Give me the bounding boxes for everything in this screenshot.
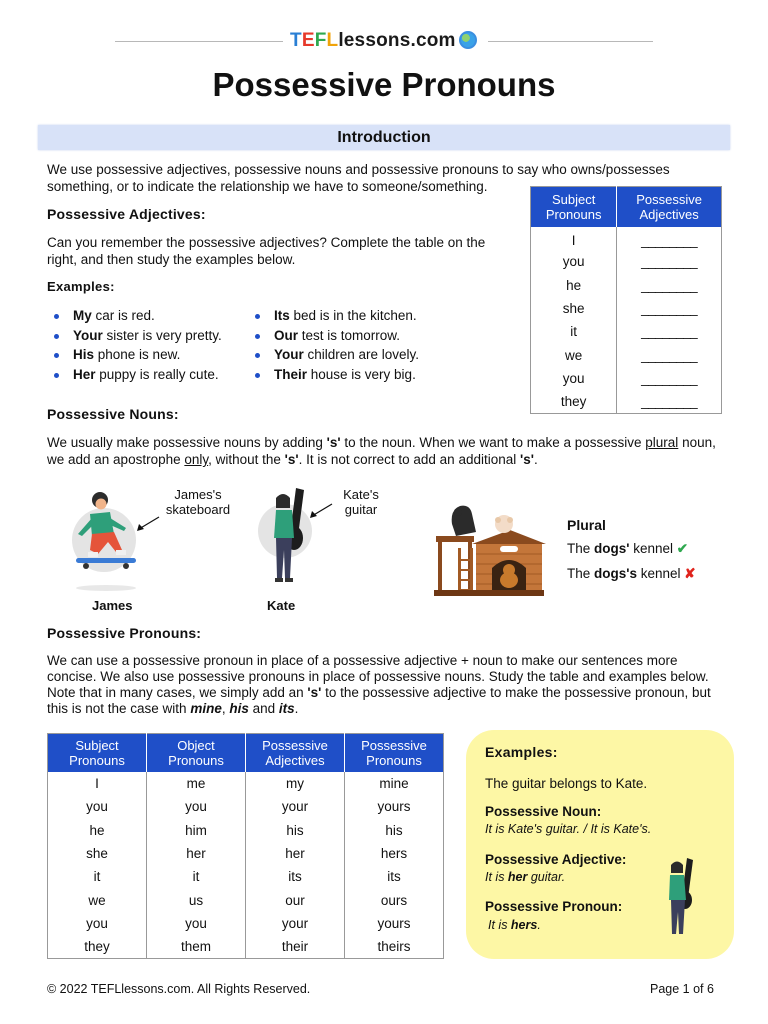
subject-pronoun-cell: I: [531, 227, 617, 250]
examples-box: [466, 730, 734, 959]
james-caption: James's skateboard: [165, 487, 231, 517]
table-cell: you: [147, 795, 246, 818]
table-row: [531, 274, 722, 297]
table-cell: your: [246, 795, 345, 818]
possessive-adjective-example: It is her guitar.: [485, 870, 566, 884]
table-cell: you: [48, 795, 147, 818]
table-row: [48, 888, 444, 911]
adjectives-heading: Possessive Adjectives:: [47, 206, 206, 222]
james-skateboard-illustration: [62, 488, 152, 593]
table-header: Object Pronouns: [147, 734, 246, 773]
table-cell: she: [48, 842, 147, 865]
table-row: [531, 390, 722, 413]
header-line-left: [115, 41, 283, 42]
subject-pronoun-cell: we: [531, 343, 617, 366]
pronouns-table: [47, 733, 444, 959]
cross-icon: ✘: [684, 566, 696, 581]
subject-pronoun-cell: you: [531, 250, 617, 273]
table-row: [531, 227, 722, 250]
table-cell: your: [246, 912, 345, 935]
answer-blank[interactable]: ________: [641, 393, 698, 409]
table-cell: it: [48, 865, 147, 888]
list-item: His phone is new.: [47, 345, 262, 365]
table-header: Subject Pronouns: [531, 187, 617, 228]
james-name: James: [92, 598, 133, 613]
answer-blank[interactable]: ________: [641, 347, 698, 363]
examples-sentence: The guitar belongs to Kate.: [485, 776, 648, 791]
plural-label: Plural: [567, 517, 606, 533]
examples-box-heading: Examples:: [485, 744, 558, 760]
list-item: Its bed is in the kitchen.: [248, 306, 468, 326]
table-cell: they: [48, 935, 147, 958]
header-line-right: [488, 41, 653, 42]
subject-pronoun-cell: they: [531, 390, 617, 413]
table-row: [531, 320, 722, 343]
table-row: [531, 343, 722, 366]
table-cell: you: [48, 912, 147, 935]
table-row: [531, 367, 722, 390]
table-row: [48, 819, 444, 842]
kate-guitar-illustration: [254, 486, 316, 586]
table-cell: me: [147, 772, 246, 795]
answer-blank[interactable]: ________: [641, 370, 698, 386]
possessive-pronoun-example: It is hers.: [488, 918, 541, 932]
subject-pronoun-cell: it: [531, 320, 617, 343]
list-item: Your sister is very pretty.: [47, 326, 262, 346]
kate-caption: Kate's guitar: [343, 487, 379, 517]
answer-blank[interactable]: ________: [641, 301, 698, 317]
table-cell: yours: [377, 915, 411, 931]
kate-guitar-small-illustration: [659, 856, 699, 940]
answer-blank[interactable]: ________: [641, 277, 698, 293]
table-row: [48, 795, 444, 818]
site-logo[interactable]: TEFLlessons.com: [290, 30, 477, 52]
adjective-examples-right: [248, 306, 468, 384]
table-cell: ours: [380, 892, 408, 908]
table-row: [48, 912, 444, 935]
table-cell: his: [246, 819, 345, 842]
table-row: [48, 865, 444, 888]
nouns-paragraph: We usually make possessive nouns by adding 's' to the noun. When we want to make a possessive plural noun, we add an apostrophe only, without the 's'. It is not correct to add an additional 's'.: [47, 435, 716, 467]
possessive-adjective-label: Possessive Adjective:: [485, 852, 627, 867]
table-cell: us: [147, 888, 246, 911]
table-cell: theirs: [377, 938, 411, 954]
subject-pronoun-cell: you: [531, 367, 617, 390]
table-cell: it: [147, 865, 246, 888]
possessive-pronoun-label: Possessive Pronoun:: [485, 899, 623, 914]
plural-correct-example: The dogs' kennel ✔: [567, 541, 689, 556]
table-header: Possessive Adjectives: [246, 734, 345, 773]
table-cell: we: [48, 888, 147, 911]
table-cell: him: [147, 819, 246, 842]
adjectives-instruction: Can you remember the possessive adjectives? Complete the table on the right, and then study the examples below.: [47, 235, 486, 267]
list-item: Our test is tomorrow.: [248, 326, 468, 346]
table-row: [531, 297, 722, 320]
footer-page-number: Page 1 of 6: [650, 982, 714, 996]
table-row: [48, 772, 444, 795]
pronouns-heading: Possessive Pronouns:: [47, 625, 202, 641]
list-item: My car is red.: [47, 306, 262, 326]
table-cell: mine: [379, 776, 409, 792]
table-cell: her: [246, 842, 345, 865]
footer-copyright: © 2022 TEFLlessons.com. All Rights Reserved.: [47, 982, 311, 996]
table-cell: our: [246, 888, 345, 911]
arrow-icon: [135, 515, 161, 533]
kate-name: Kate: [267, 598, 296, 613]
intro-paragraph: We use possessive adjectives, possessive nouns and possessive pronouns to say who owns/possesses something, or to indicate the relationship we have to someone/something.: [47, 162, 670, 194]
table-header: Subject Pronouns: [48, 734, 147, 773]
list-item: Her puppy is really cute.: [47, 365, 262, 385]
plural-wrong-example: The dogs's kennel ✘: [567, 566, 696, 581]
table-header: Possessive Pronouns: [345, 734, 444, 773]
nouns-heading: Possessive Nouns:: [47, 406, 179, 422]
list-item: Your children are lovely.: [248, 345, 468, 365]
adjectives-table: [530, 186, 722, 414]
table-cell: he: [48, 819, 147, 842]
answer-blank[interactable]: ________: [641, 254, 698, 270]
answer-blank[interactable]: ________: [641, 324, 698, 340]
table-cell: its: [387, 869, 401, 885]
table-cell: its: [246, 865, 345, 888]
table-cell: his: [385, 822, 403, 838]
intro-heading: Introduction: [38, 125, 730, 150]
table-cell: her: [147, 842, 246, 865]
pronouns-paragraph: We can use a possessive pronoun in place of a possessive adjective + noun to make our sentences more concise. We also use possessive pronouns in place of possessive nouns. Study the table and examples below. Note that in many cases, we simply add an 's' to the possessive adjective to make the possessive pronoun, but this is not the case with mine, his and its.: [47, 653, 711, 716]
possessive-noun-example: It is Kate's guitar. / It is Kate's.: [485, 822, 652, 836]
table-row: [48, 842, 444, 865]
table-cell: hers: [380, 846, 408, 862]
possessive-noun-label: Possessive Noun:: [485, 804, 602, 819]
subject-pronoun-cell: he: [531, 274, 617, 297]
arrow-icon: [308, 502, 334, 520]
table-cell: them: [147, 935, 246, 958]
examples-label: Examples:: [47, 279, 115, 294]
page-title: Possessive Pronouns: [212, 66, 556, 103]
subject-pronoun-cell: she: [531, 297, 617, 320]
table-cell: you: [147, 912, 246, 935]
table-cell: my: [246, 772, 345, 795]
table-row: [48, 935, 444, 958]
list-item: Their house is very big.: [248, 365, 468, 385]
answer-blank[interactable]: ________: [641, 233, 698, 249]
table-cell: I: [48, 772, 147, 795]
dogs-kennel-illustration: [430, 502, 550, 602]
globe-icon: [459, 31, 477, 49]
table-cell: yours: [377, 799, 411, 815]
check-icon: ✔: [676, 541, 689, 556]
table-header: Possessive Adjectives: [617, 187, 722, 228]
table-row: [531, 250, 722, 273]
table-cell: their: [246, 935, 345, 958]
adjective-examples-left: [47, 306, 262, 384]
